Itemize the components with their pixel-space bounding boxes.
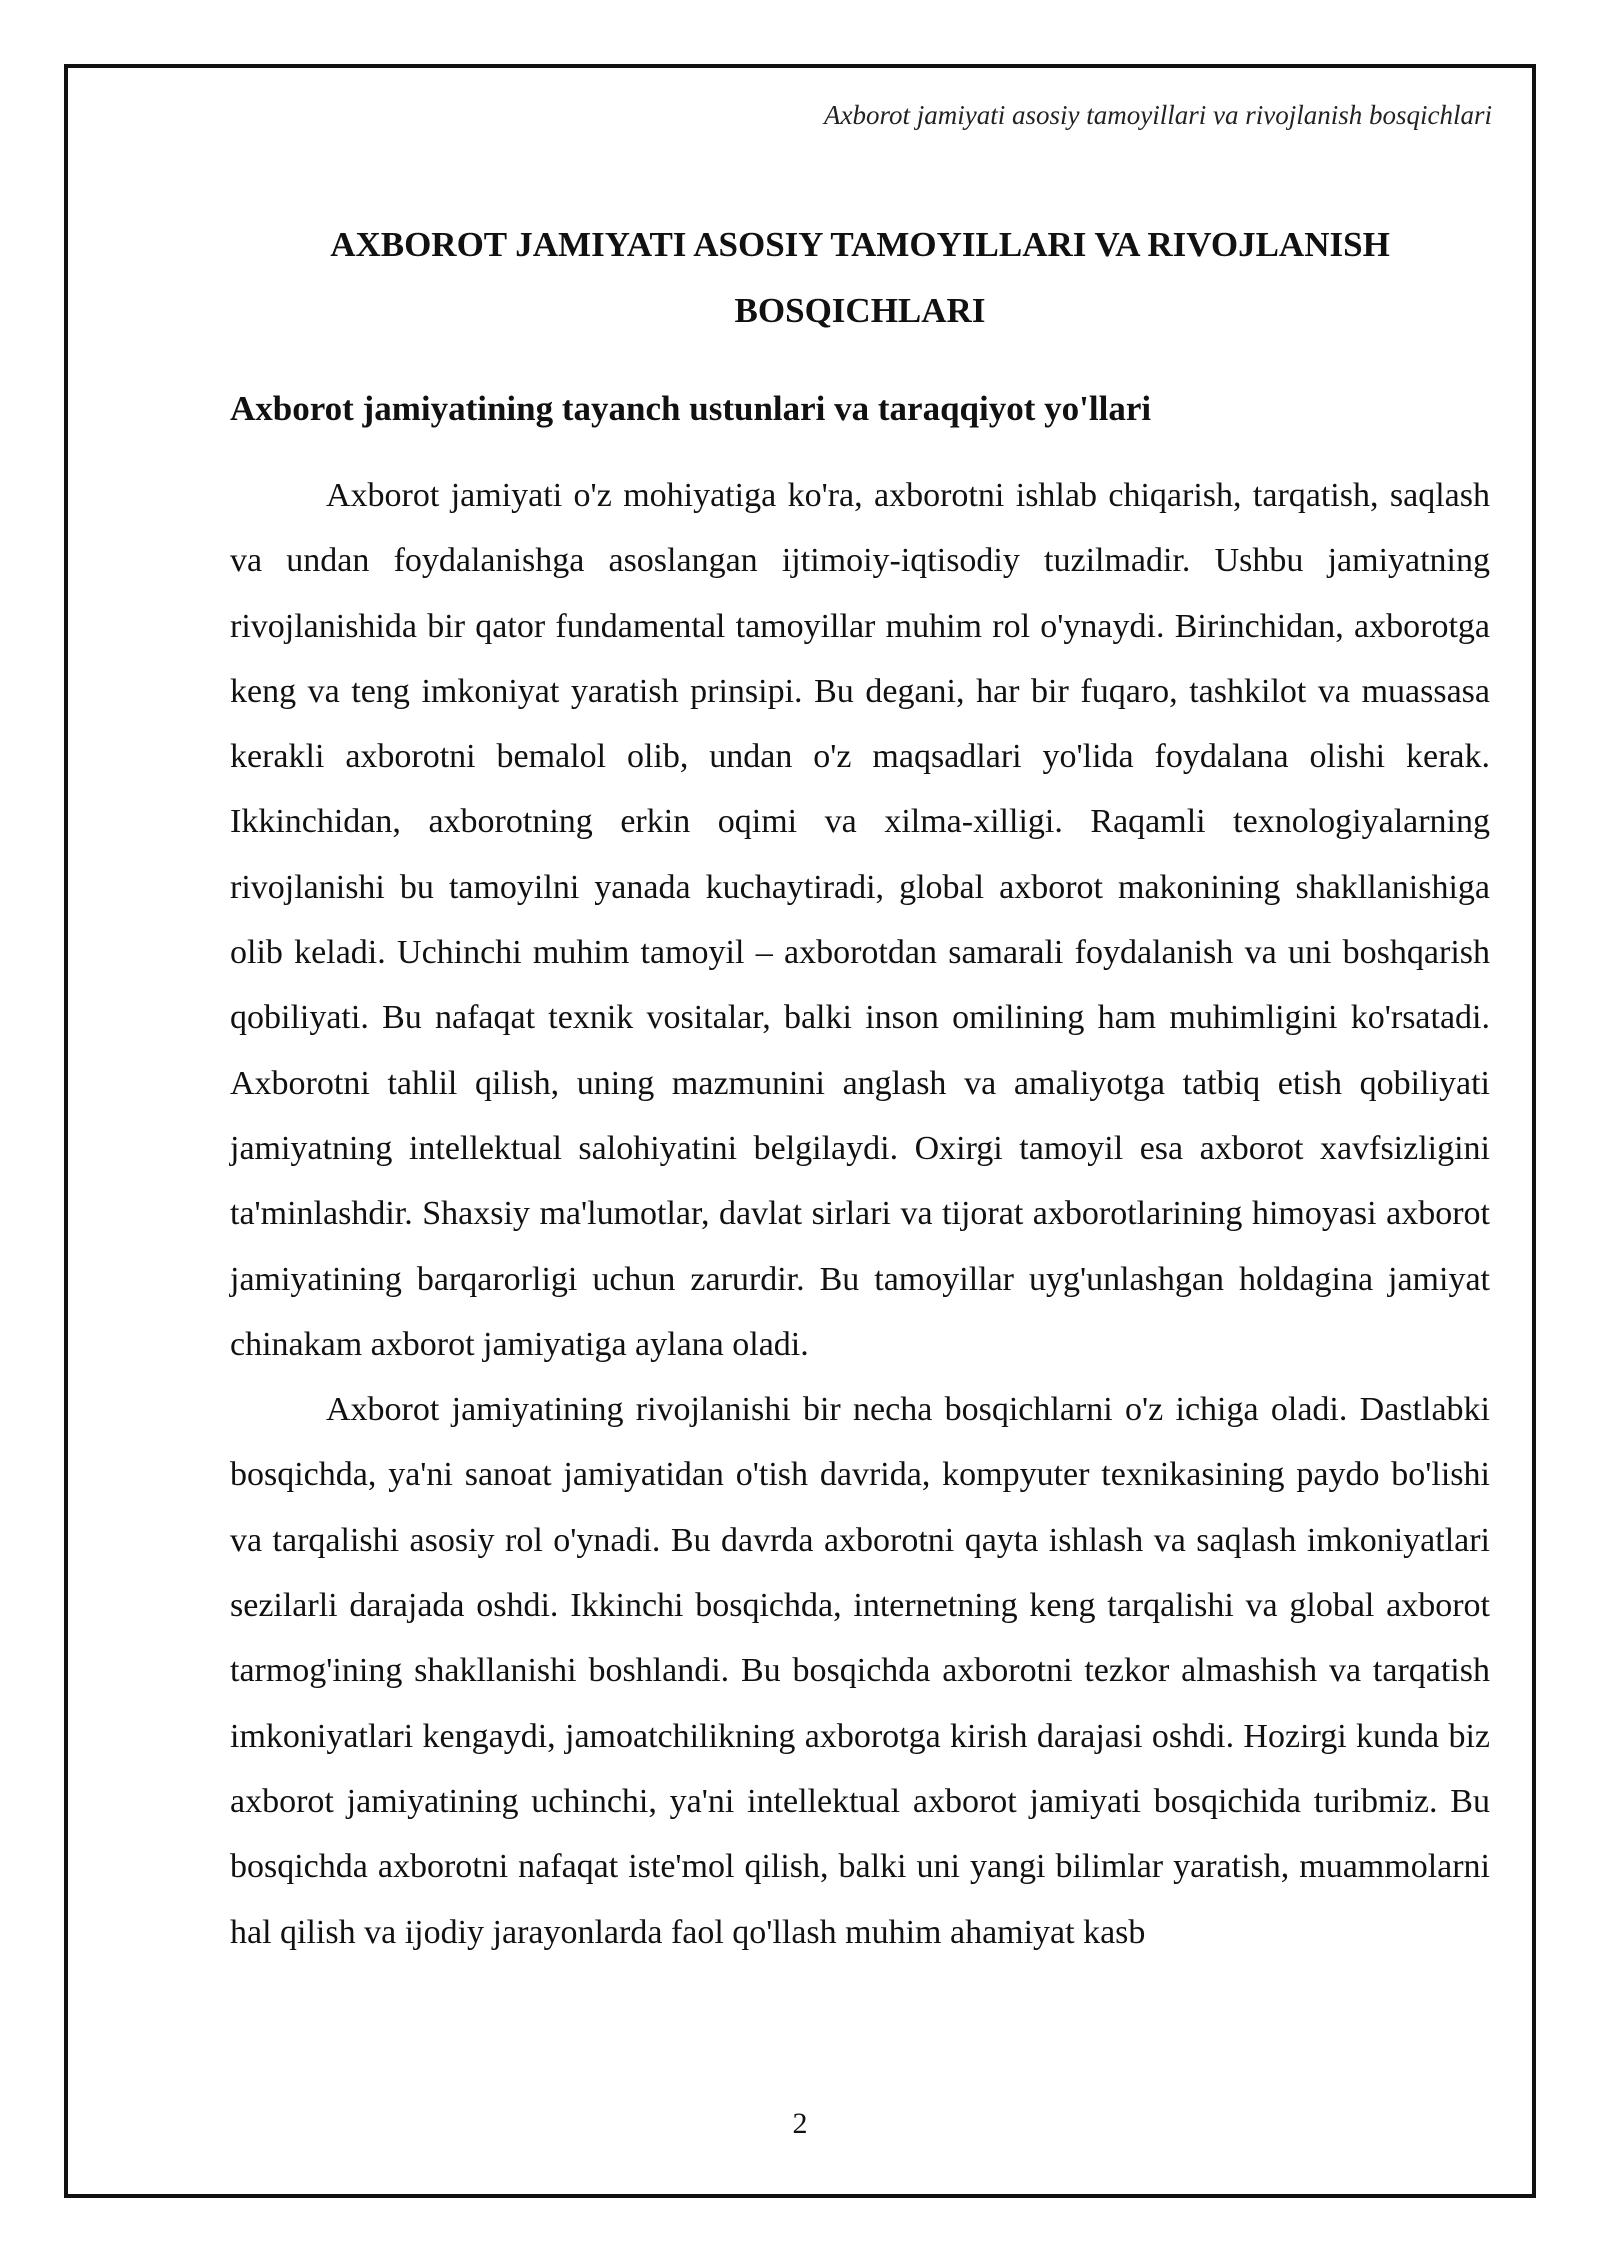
section-heading: Axborot jamiyatining tayanch ustunlari va taraqqiyot yo'llari: [230, 389, 1152, 428]
running-header: Axborot jamiyati asosiy tamoyillari va rivojlanish bosqichlari: [824, 100, 1492, 130]
body-text: [230, 463, 1490, 1965]
paragraph-stages: Axborot jamiyatining rivojlanishi bir necha bosqichlarni o'z ichiga oladi. Dastlabki bosqichda, ya'ni sanoat jamiyatidan o'tish davrida, kompyuter texnikasining paydo bo'lishi va tarqalishi asosiy rol o'ynadi. Bu davrda axborotni qayta ishlash va saqlash imkoniyatlari sezilarli darajada oshdi. Ikkinchi bosqichda, internetning keng tarqalishi va global axborot tarmog'ining shakllanishi boshlandi. Bu bosqichda axborotni tezkor almashish va tarqatish imkoniyatlari kengaydi, jamoatchilikning axborotga kirish darajasi oshdi. Hozirgi kunda biz axborot jamiyatining uchinchi, ya'ni intellektual axborot jamiyati bosqichida turibmiz. Bu bosqichda axborotni nafaqat iste'mol qilish, balki uni yangi bilimlar yaratish, muammolarni hal qilish va ijodiy jarayonlarda faol qo'llash muhim ahamiyat kasb: [230, 1391, 1490, 1951]
document-title: AXBOROT JAMIYATI ASOSIY TAMOYILLARI VA RIVOJLANISH BOSQICHLARI: [330, 225, 1390, 330]
page-number: 2: [792, 2107, 808, 2140]
paragraph-principles: Axborot jamiyati o'z mohiyatiga ko'ra, axborotni ishlab chiqarish, tarqatish, saqlash va undan foydalanishga asoslangan ijtimoiy-iqtisodiy tuzilmadir. Ushbu jamiyatning rivojlanishida bir qator fundamental tamoyillar muhim rol o'ynaydi. Birinchidan, axborotga keng va teng imkoniyat yaratish prinsipi. Bu degani, har bir fuqaro, tashkilot va muassasa kerakli axborotni bemalol olib, undan o'z maqsadlari yo'lida foydalana olishi kerak. Ikkinchidan, axborotning erkin oqimi va xilma-xilligi. Raqamli texnologiyalarning rivojlanishi bu tamoyilni yanada kuchaytiradi, global axborot makonining shakllanishiga olib keladi. Uchinchi muhim tamoyil – axborotdan samarali foydalanish va uni boshqarish qobiliyati. Bu nafaqat texnik vositalar, balki inson omilining ham muhimligini ko'rsatadi. Axborotni tahlil qilish, uning mazmunini anglash va amaliyotga tatbiq etish qobiliyati jamiyatning intellektual salohiyatini belgilaydi. Oxirgi tamoyil esa axborot xavfsizligini ta'minlashdir. Shaxsiy ma'lumotlar, davlat sirlari va tijorat axborotlarining himoyasi axborot jamiyatining barqarorligi uchun zarurdir. Bu tamoyillar uyg'unlashgan holdagina jamiyat chinakam axborot jamiyatiga aylana oladi.: [230, 477, 1490, 1363]
